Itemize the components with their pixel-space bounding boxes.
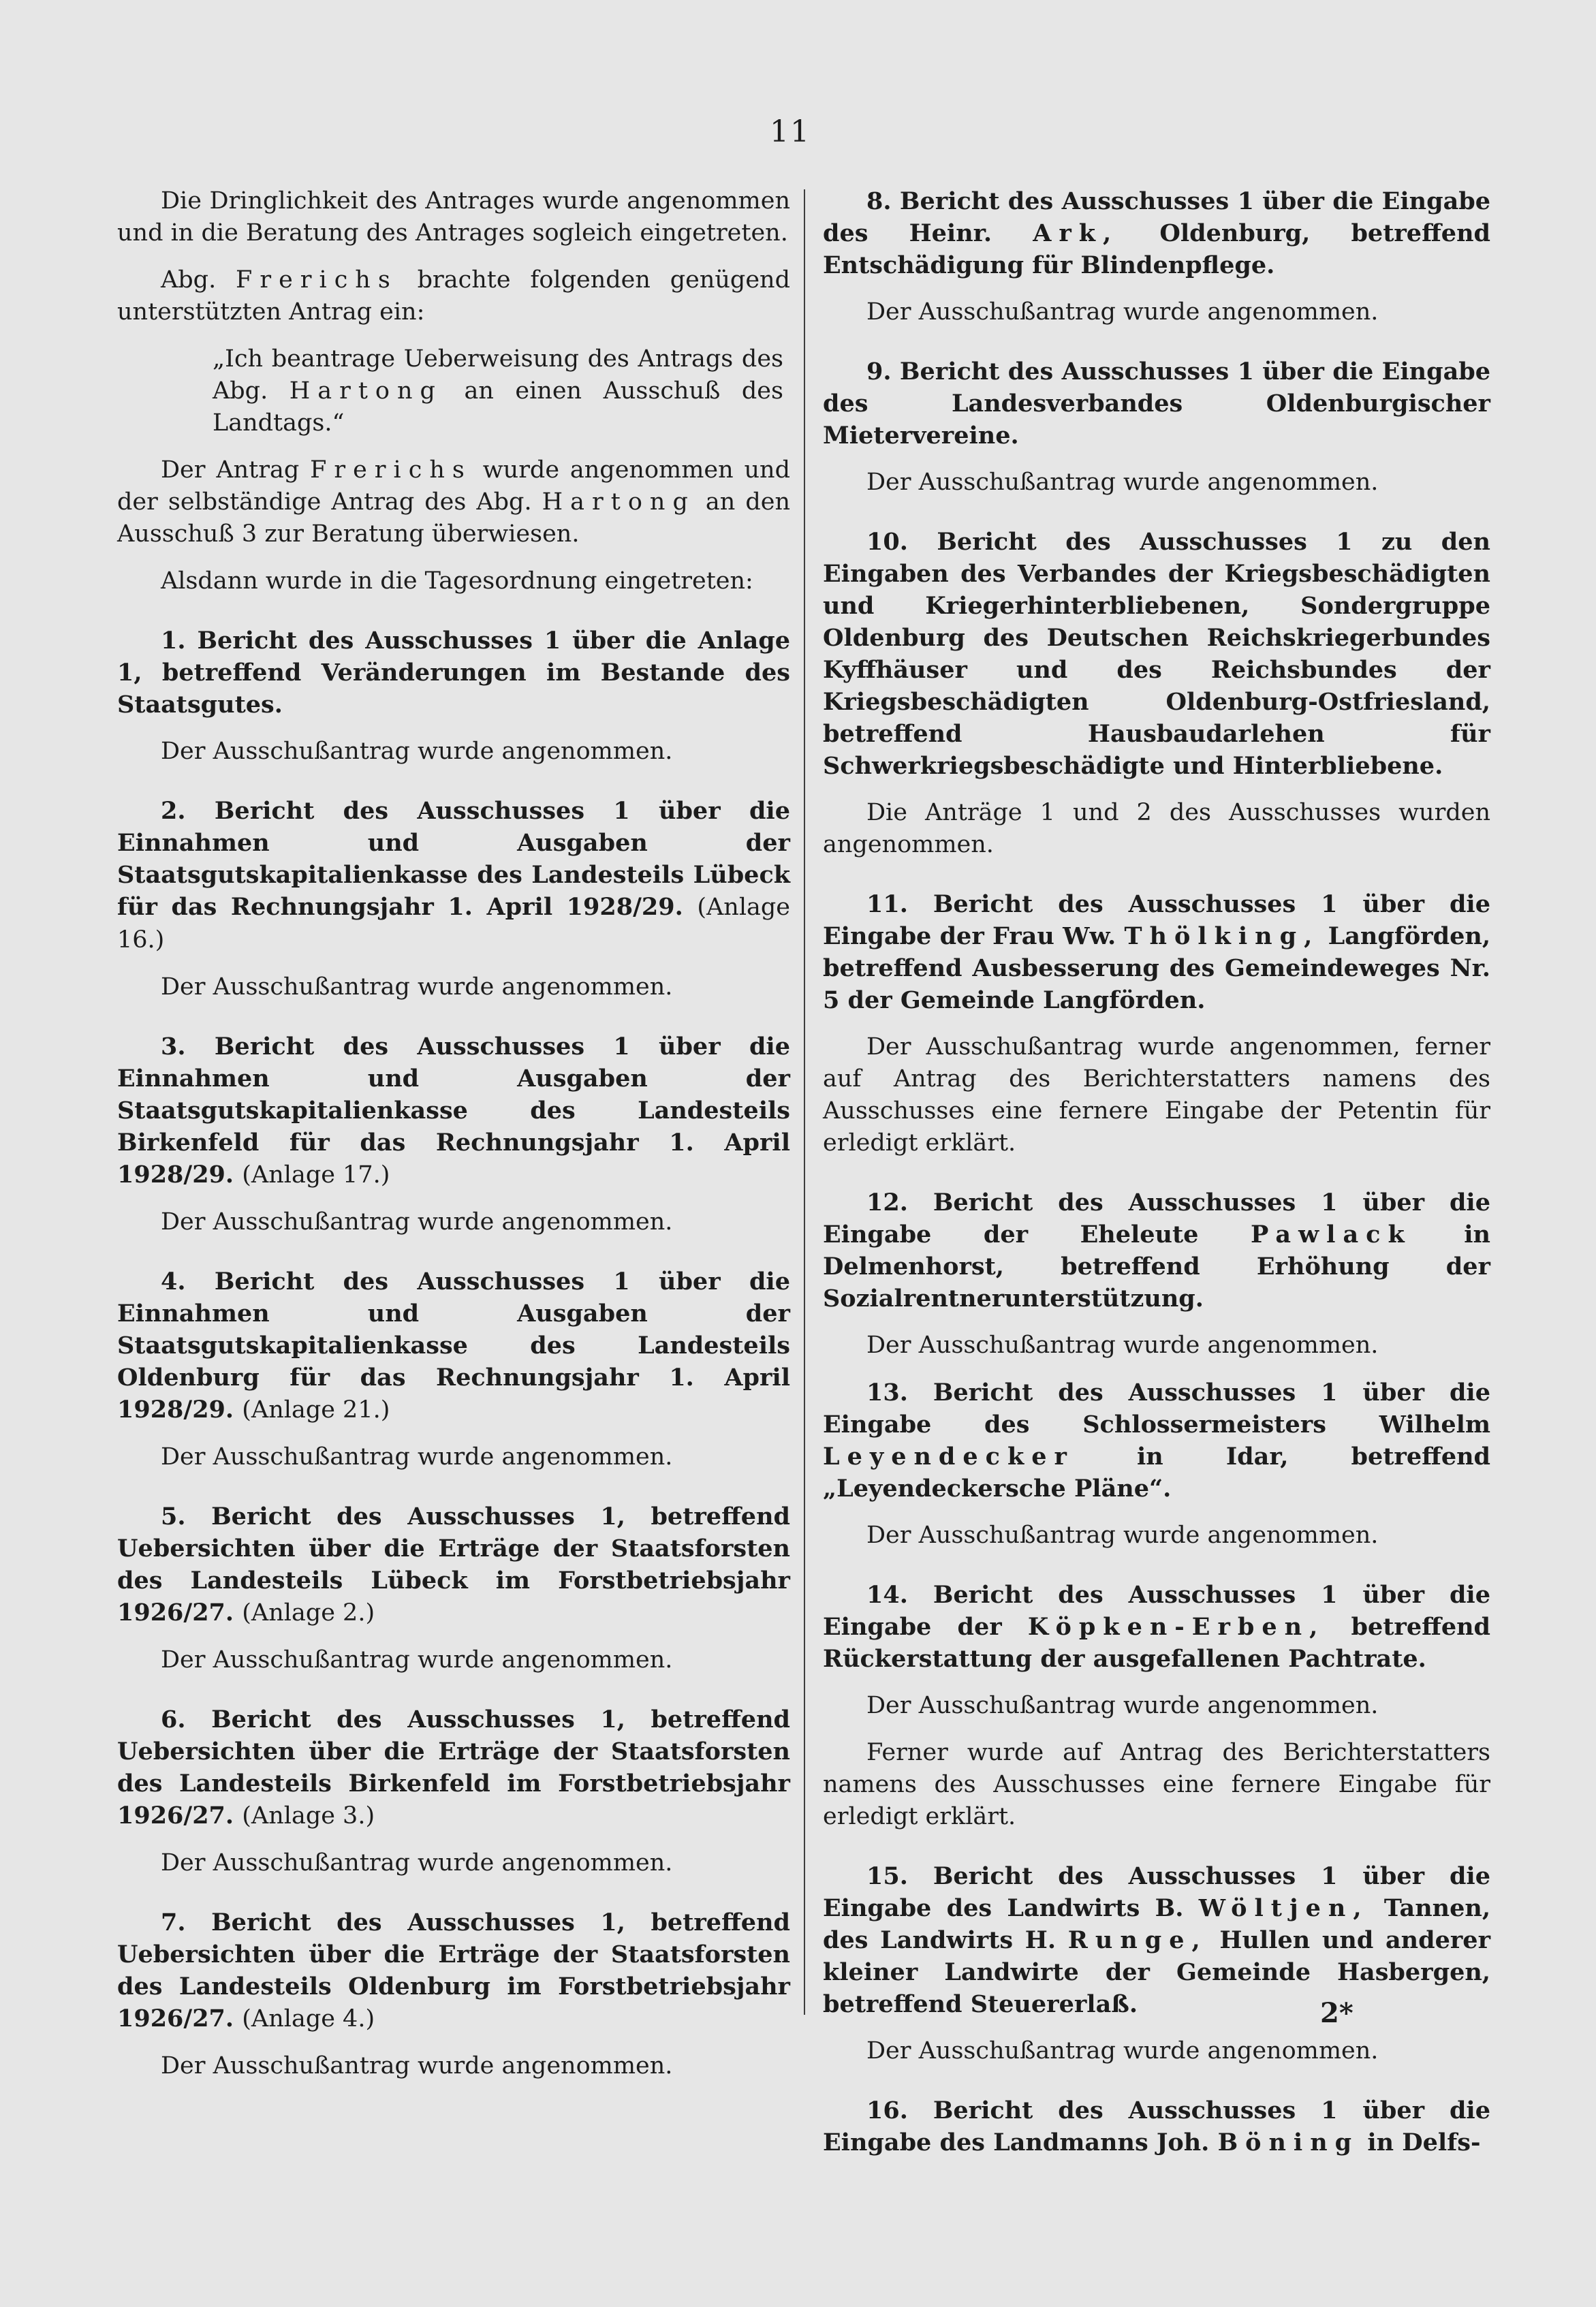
result-9: Der Ausschußantrag wurde angenommen. (866, 469, 1379, 496)
spaced-name: Wöltjen, (1198, 1894, 1369, 1922)
result-1: Der Ausschußantrag wurde angenommen. (161, 738, 673, 765)
result-14-note: Ferner wurde auf Antrag des Berichterstatters namens des Ausschusses eine fernere Eingabe für erledigt erklärt. (823, 1739, 1490, 1830)
agenda-item-14: 14. Bericht des Ausschusses 1 über die Eingabe der Köpken-Erben, betreffend Rückerstattung der ausgefallenen Pachtrate. (823, 1581, 1490, 1673)
spaced-name: Böning (1217, 2129, 1360, 2156)
result-11: Der Ausschußantrag wurde angenommen, ferner auf Antrag des Berichterstatters namens des Ausschusses eine fernere Eingabe der Petentin für erledigt erklärt. (823, 1033, 1490, 1157)
spaced-name: Runge, (1067, 1926, 1208, 1954)
agenda-item-8: 8. Bericht des Ausschusses 1 über die Eingabe des Heinr. Ark, Oldenburg, betreffend Entschädigung für Blindenpflege. (823, 187, 1490, 279)
agenda-item-6: 6. Bericht des Ausschusses 1, betreffend Uebersichten über die Erträge der Staatsforsten des Landesteils Birkenfeld im Forstbetriebsjahr 1926/27. (Anlage 3.) (117, 1706, 790, 1830)
spaced-name: Frerichs (236, 266, 398, 294)
agenda-item-5: 5. Bericht des Ausschusses 1, betreffend Uebersichten über die Erträge der Staatsforsten des Landesteils Lübeck im Forstbetriebsjahr 1926/27. (Anlage 2.) (117, 1503, 790, 1627)
agenda-item-16: 16. Bericht des Ausschusses 1 über die Eingabe des Landmanns Joh. Böning in Delfs- (823, 2097, 1490, 2156)
spaced-name: Pawlack (1250, 1221, 1412, 1249)
result-10: Die Anträge 1 und 2 des Ausschusses wurden angenommen. (823, 799, 1490, 858)
paragraph-motion-frerichs: Abg. Frerichs brachte folgenden genügend unterstützten Antrag ein: (117, 266, 790, 326)
right-column (823, 185, 1490, 2173)
quoted-motion: „Ich beantrage Ueberweisung des Antrags des Abg. Hartong an einen Ausschuß des Landtags.“ (213, 345, 783, 437)
spaced-name: Leyendecker (823, 1443, 1074, 1471)
result-6: Der Ausschußantrag wurde angenommen. (161, 1849, 673, 1877)
result-14: Der Ausschußantrag wurde angenommen. (866, 1692, 1379, 1719)
agenda-item-10: 10. Bericht des Ausschusses 1 zu den Eingaben des Verbandes der Kriegsbeschädigten und Kriegerhinterbliebenen, Sondergruppe Oldenburg des Deutschen Reichskriegerbundes Kyffhäuser und des Reichsbundes der Kriegsbeschädigten Oldenburg-Ostfriesland, betreffend Hausbaudarlehen für Schwerkriegsbeschädigte und Hinterbliebene. (823, 528, 1490, 780)
result-2: Der Ausschußantrag wurde angenommen. (161, 973, 673, 1001)
result-3: Der Ausschußantrag wurde angenommen. (161, 1208, 673, 1236)
agenda-item-11: 11. Bericht des Ausschusses 1 über die Eingabe der Frau Ww. Thölking, Langförden, betreffend Ausbesserung des Gemeindeweges Nr. 5 der Gemeinde Langförden. (823, 890, 1490, 1014)
spaced-name: Hartong (289, 377, 443, 405)
spaced-name: Frerichs (310, 456, 472, 484)
paragraph-motion-result: Der Antrag Frerichs wurde angenommen und der selbständige Antrag des Abg. Hartong an den Ausschuß 3 zur Beratung überwiesen. (117, 456, 790, 548)
signature-mark: 2* (1320, 1997, 1354, 2029)
agenda-item-1: 1. Bericht des Ausschusses 1 über die Anlage 1, betreffend Veränderungen im Bestande des Staatsgutes. (117, 627, 790, 719)
left-column (117, 185, 790, 2097)
agenda-item-2: 2. Bericht des Ausschusses 1 über die Einnahmen und Ausgaben der Staatsgutskapitalienkasse des Landesteils Lübeck für das Rechnungsjahr 1. April 1928/29. (Anlage 16.) (117, 797, 791, 954)
spaced-name: Thölking, (1124, 922, 1320, 950)
agenda-item-3: 3. Bericht des Ausschusses 1 über die Einnahmen und Ausgaben der Staatsgutskapitalienkasse des Landesteils Birkenfeld für das Rechnungsjahr 1. April 1928/29. (Anlage 17.) (117, 1033, 790, 1189)
agenda-item-13: 13. Bericht des Ausschusses 1 über die Eingabe des Schlossermeisters Wilhelm Leyendecker in Idar, betreffend „Leyendeckersche Pläne“. (823, 1379, 1491, 1503)
paragraph-urgency: Die Dringlichkeit des Antrages wurde angenommen und in die Beratung des Antrages sogleich eingetreten. (117, 187, 790, 247)
result-5: Der Ausschußantrag wurde angenommen. (161, 1646, 673, 1674)
page-number: 11 (770, 114, 811, 149)
agenda-item-9: 9. Bericht des Ausschusses 1 über die Eingabe des Landesverbandes Oldenburgischer Mietervereine. (823, 358, 1490, 450)
result-15: Der Ausschußantrag wurde angenommen. (866, 2037, 1379, 2065)
result-4: Der Ausschußantrag wurde angenommen. (161, 1443, 673, 1471)
spaced-name: Hartong (542, 488, 695, 516)
result-12: Der Ausschußantrag wurde angenommen. (866, 1332, 1379, 1359)
agenda-item-7: 7. Bericht des Ausschusses 1, betreffend Uebersichten über die Erträge der Staatsforsten des Landesteils Oldenburg im Forstbetriebsjahr 1926/27. (Anlage 4.) (117, 1909, 790, 2033)
agenda-item-12: 12. Bericht des Ausschusses 1 über die Eingabe der Eheleute Pawlack in Delmenhorst, betreffend Erhöhung der Sozialrentnerunterstützung. (823, 1189, 1490, 1313)
spaced-name: Ark, (1033, 219, 1119, 247)
result-7: Der Ausschußantrag wurde angenommen. (161, 2052, 673, 2080)
result-8: Der Ausschußantrag wurde angenommen. (866, 298, 1379, 326)
column-divider (804, 189, 805, 2015)
result-13: Der Ausschußantrag wurde angenommen. (866, 1522, 1379, 1549)
paragraph-agenda: Alsdann wurde in die Tagesordnung eingetreten: (161, 567, 753, 595)
spaced-name: Köpken-Erben, (1027, 1613, 1326, 1641)
agenda-item-15: 15. Bericht des Ausschusses 1 über die Eingabe des Landwirts B. Wöltjen, Tannen, des Landwirts H. Runge, Hullen und anderer kleiner Landwirte der Gemeinde Hasbergen, betreffend Steuererlaß. (823, 1862, 1491, 2018)
agenda-item-4: 4. Bericht des Ausschusses 1 über die Einnahmen und Ausgaben der Staatsgutskapitalienkasse des Landesteils Oldenburg für das Rechnungsjahr 1. April 1928/29. (Anlage 21.) (117, 1268, 790, 1424)
